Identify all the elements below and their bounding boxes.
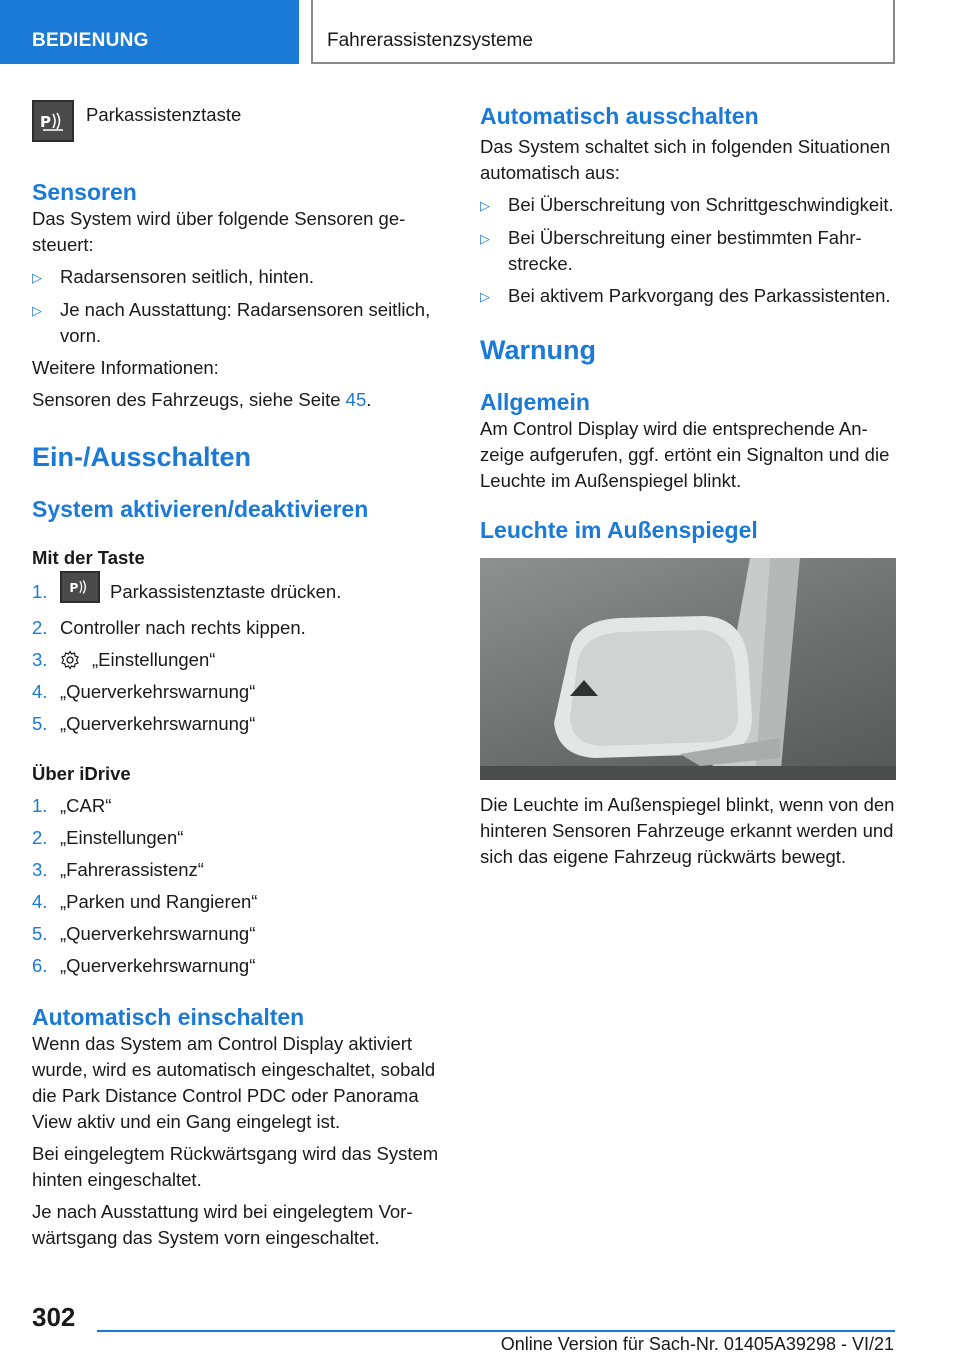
- bullet-text: Je nach Ausstattung: Radarsensoren seitlich, vorn.: [60, 299, 431, 346]
- step-text: „CAR“: [60, 795, 112, 816]
- auto-aus-intro: Das System schaltet sich in folgenden Situationen automatisch aus:: [480, 136, 891, 183]
- left-column: [32, 100, 452, 1251]
- heading-leuchte-im-aussenspiegel: Leuchte im Außenspiegel: [480, 517, 758, 543]
- sensoren-intro: Das System wird über folgende Sensoren gesteuert:: [32, 208, 406, 255]
- list-item: [32, 579, 452, 615]
- step-text: „Querverkehrswarnung“: [60, 681, 256, 702]
- bullet-text: Bei Überschreitung von Schrittgeschwindigkeit.: [508, 194, 894, 215]
- step-text: „Fahrerassistenz“: [60, 859, 204, 880]
- park-key-label: Parkassistenztaste: [86, 104, 242, 125]
- taste-steps-list: [32, 579, 452, 743]
- list-item: [32, 297, 452, 349]
- heading-ueber-idrive: Über iDrive: [32, 763, 131, 784]
- triangle-right-icon: ▷: [32, 303, 42, 318]
- parking-sensor-key-icon: [32, 100, 74, 142]
- step-number: 6.: [32, 955, 48, 976]
- heading-system-aktivieren: System aktivieren/deaktivieren: [32, 496, 369, 522]
- triangle-right-icon: ▷: [32, 270, 42, 285]
- step-text: Controller nach rechts kippen.: [60, 617, 306, 638]
- footer-divider: [97, 1330, 895, 1332]
- leuchte-text: Die Leuchte im Außenspiegel blinkt, wenn von den hinteren Sensoren Fahrzeuge erkannt werden und sich das eigene Fahrzeug rückwärts bewegt.: [480, 794, 895, 867]
- reference-end: .: [366, 389, 372, 410]
- section-tab: BEDIENUNG: [0, 0, 299, 64]
- parking-sensor-key-icon: [60, 571, 100, 603]
- page-link-45[interactable]: 45: [345, 389, 367, 410]
- svg-text:P: P: [69, 580, 79, 595]
- list-item: [32, 857, 452, 889]
- heading-automatisch-ausschalten: Automatisch ausschalten: [480, 103, 759, 129]
- step-text: „Parken und Rangieren“: [60, 891, 258, 912]
- auto-ein-paragraph-2: Bei eingelegtem Rückwärtsgang wird das System hinten eingeschaltet.: [32, 1143, 439, 1190]
- bullet-text: Bei aktivem Parkvorgang des Parkassistenten.: [508, 285, 891, 306]
- step-text: „Querverkehrswarnung“: [60, 923, 256, 944]
- chapter-title: Fahrerassistenzsysteme: [311, 0, 895, 64]
- step-number: 2.: [32, 827, 48, 848]
- step-text: „Querverkehrswarnung“: [60, 713, 256, 734]
- auto-ein-paragraph-3: Je nach Ausstattung wird bei eingelegtem Vorwärtsgang das System vorn eingeschaltet.: [32, 1201, 413, 1248]
- list-item: [32, 793, 452, 825]
- heading-ein-ausschalten: Ein-/Ausschalten: [32, 442, 252, 472]
- step-number: 4.: [32, 681, 48, 702]
- list-item: [32, 711, 452, 743]
- list-item: [480, 283, 900, 310]
- step-text: Parkassistenztaste drücken.: [110, 581, 342, 602]
- more-info: Weitere Informationen:: [32, 357, 219, 378]
- park-key-tip: [32, 100, 452, 152]
- list-item: [32, 889, 452, 921]
- list-item: [480, 225, 900, 277]
- side-mirror-image: [480, 558, 896, 780]
- bullet-text: Bei Überschreitung einer bestimmten Fahrstrecke.: [508, 227, 862, 274]
- step-number: 3.: [32, 649, 48, 670]
- step-number: 5.: [32, 923, 48, 944]
- list-item: [32, 921, 452, 953]
- triangle-right-icon: ▷: [480, 198, 490, 213]
- list-item: [32, 825, 452, 857]
- idrive-steps-list: [32, 793, 452, 985]
- page-reference: [32, 387, 452, 413]
- step-number: 2.: [32, 617, 48, 638]
- triangle-right-icon: ▷: [480, 231, 490, 246]
- footer-version: Online Version für Sach-Nr. 01405A39298 - VI/21: [500, 1334, 894, 1354]
- step-text: „Einstellungen“: [60, 827, 184, 848]
- auto-ein-paragraph-1: Wenn das System am Control Display aktiviert wurde, wird es automatisch eingeschaltet, sobald die Park Distance Control PDC oder Panorama View aktiv und ein Gang eingelegt ist.: [32, 1033, 436, 1132]
- step-number: 4.: [32, 891, 48, 912]
- heading-mit-der-taste: Mit der Taste: [32, 547, 145, 568]
- right-column: [480, 102, 900, 870]
- step-number: 1.: [32, 795, 48, 816]
- heading-warnung: Warnung: [480, 335, 596, 365]
- reference-text: Sensoren des Fahrzeugs, siehe Seite: [32, 389, 346, 410]
- list-item: [32, 679, 452, 711]
- page-number: 302: [32, 1302, 76, 1332]
- step-text: „Querverkehrswarnung“: [60, 955, 256, 976]
- bullet-text: Radarsensoren seitlich, hinten.: [60, 266, 315, 287]
- list-item: [32, 264, 452, 291]
- gear-icon: [60, 650, 80, 677]
- heading-automatisch-einschalten: Automatisch einschalten: [32, 1004, 305, 1030]
- svg-text:P: P: [40, 113, 51, 131]
- heading-sensoren: Sensoren: [32, 179, 137, 205]
- step-number: 5.: [32, 713, 48, 734]
- step-text: „Einstellungen“: [92, 649, 216, 670]
- list-item: [32, 647, 452, 679]
- allgemein-text: Am Control Display wird die entsprechende Anzeige aufgerufen, ggf. ertönt ein Signalton und die Leuchte im Außenspiegel blinkt.: [480, 418, 890, 491]
- list-item: [32, 953, 452, 985]
- step-number: 1.: [32, 581, 48, 602]
- list-item: [480, 192, 900, 219]
- heading-allgemein: Allgemein: [480, 389, 590, 415]
- triangle-right-icon: ▷: [480, 289, 490, 304]
- list-item: [32, 615, 452, 647]
- step-number: 3.: [32, 859, 48, 880]
